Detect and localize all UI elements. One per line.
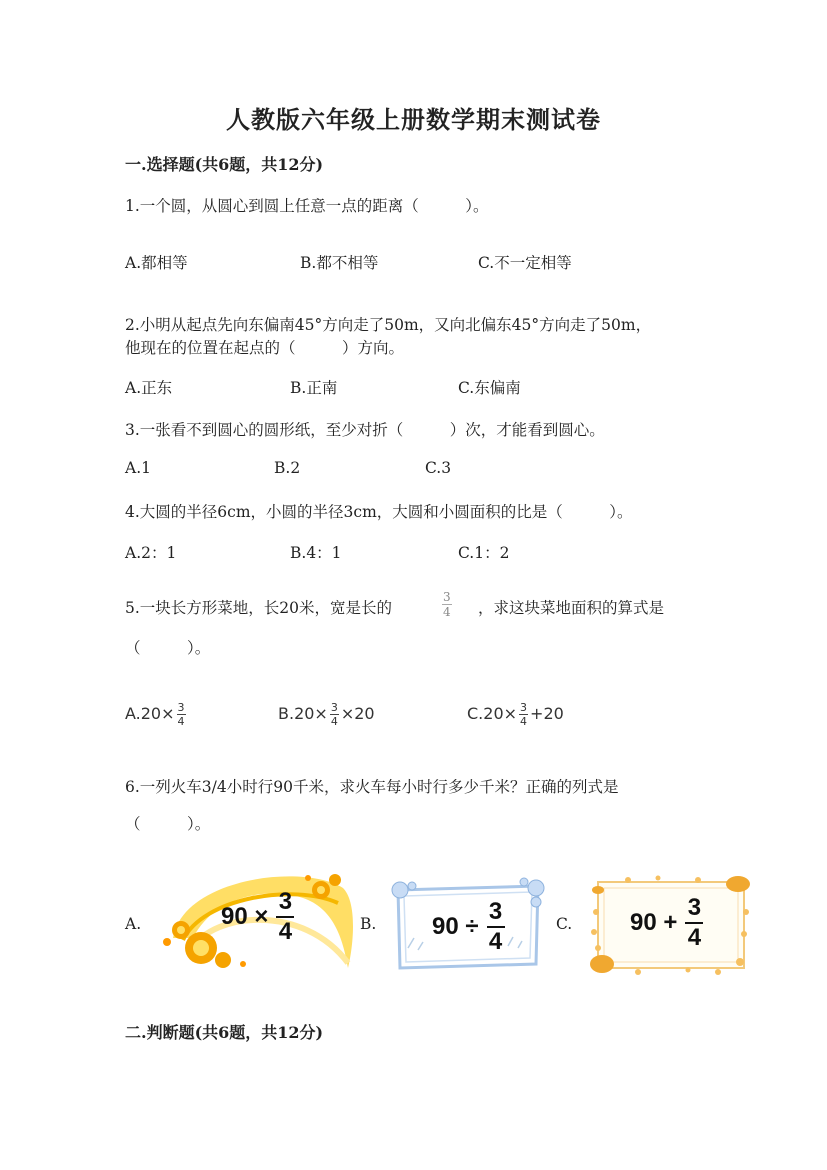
q3-option-b: B.2 bbox=[274, 459, 301, 477]
q5-option-b-den: 4 bbox=[330, 715, 338, 728]
q6-option-a-den: 4 bbox=[278, 918, 293, 945]
q5-option-c-num: 3 bbox=[520, 701, 528, 714]
q6-option-c-label: C. bbox=[556, 915, 573, 933]
q5-option-b-num: 3 bbox=[330, 701, 338, 714]
q3-option-c: C.3 bbox=[425, 459, 452, 477]
q5-option-c-pre: 20× bbox=[483, 704, 518, 723]
question-5-line-1-b: ，求这块菜地面积的算式是 bbox=[478, 599, 665, 617]
question-6-line-1: 6.一列火车3/4小时行90千米，求火车每小时行多少千米？正确的列式是 bbox=[125, 778, 619, 796]
q5-option-b-fraction bbox=[330, 702, 339, 727]
q6-option-b-card bbox=[388, 876, 546, 976]
q5-option-a-pre: 20× bbox=[140, 704, 175, 723]
q5-option-b-post: ×20 bbox=[340, 704, 375, 723]
q6-option-a-card bbox=[153, 868, 355, 972]
q6-option-b-pre: 90 ÷ bbox=[432, 913, 479, 940]
q6-option-c-expr bbox=[630, 896, 703, 950]
q5-option-a-fraction bbox=[177, 702, 186, 727]
q6-option-b-fraction bbox=[487, 900, 505, 954]
q5-option-c-fraction bbox=[519, 702, 528, 727]
q1-option-a: A.都相等 bbox=[125, 254, 188, 272]
q6-option-a-expr bbox=[221, 890, 294, 944]
question-2-line-2: 他现在的位置在起点的（ ）方向。 bbox=[125, 339, 405, 357]
q6-option-a-label: A. bbox=[125, 915, 142, 933]
q2-option-c: C.东偏南 bbox=[458, 379, 521, 397]
q5-option-c-post: +20 bbox=[530, 704, 564, 723]
question-4: 4.大圆的半径6cm，小圆的半径3cm，大圆和小圆面积的比是（ ）。 bbox=[125, 503, 633, 521]
q1-option-b: B.都不相等 bbox=[300, 254, 379, 272]
q5-option-a bbox=[125, 702, 188, 727]
q6-option-b-label: B. bbox=[360, 915, 377, 933]
q1-option-c: C.不一定相等 bbox=[478, 254, 572, 272]
q5-fraction bbox=[442, 591, 452, 618]
q5-option-b-pre: 20× bbox=[294, 704, 328, 723]
q6-option-a-num: 3 bbox=[278, 888, 293, 915]
q5-fraction-numerator: 3 bbox=[443, 590, 451, 604]
q5-option-a-num: 3 bbox=[177, 701, 185, 714]
q6-option-a-pre: 90 × bbox=[221, 903, 269, 930]
q4-option-c: C.1：2 bbox=[458, 544, 510, 562]
q5-option-b bbox=[278, 702, 375, 727]
question-6-line-2: （ ）。 bbox=[125, 815, 211, 833]
q4-option-b: B.4：1 bbox=[290, 544, 342, 562]
section-heading-judgement: 二.判断题(共6题，共12分) bbox=[125, 1023, 324, 1042]
q5-option-a-den: 4 bbox=[177, 715, 185, 728]
q2-option-b: B.正南 bbox=[290, 379, 338, 397]
q2-option-a: A.正东 bbox=[125, 379, 173, 397]
q6-option-b-den: 4 bbox=[488, 928, 503, 955]
q5-fraction-denominator: 4 bbox=[443, 605, 451, 619]
q4-option-a: A.2：1 bbox=[125, 544, 177, 562]
q6-option-b-num: 3 bbox=[488, 898, 503, 925]
question-1: 1.一个圆，从圆心到圆上任意一点的距离（ ）。 bbox=[125, 197, 489, 215]
question-5-line-1-a: 5.一块长方形菜地，长20米，宽是长的 bbox=[125, 599, 393, 617]
q6-option-c-pre: 90 + bbox=[630, 909, 678, 936]
section-heading-choice: 一.选择题(共6题，共12分) bbox=[125, 155, 324, 174]
question-3: 3.一张看不到圆心的圆形纸，至少对折（ ）次，才能看到圆心。 bbox=[125, 421, 605, 439]
q6-option-b-expr bbox=[432, 900, 505, 954]
q3-option-a: A.1 bbox=[125, 459, 151, 477]
page-title: 人教版六年级上册数学期末测试卷 bbox=[226, 105, 601, 134]
q5-option-c-den: 4 bbox=[520, 715, 528, 728]
q6-option-c-num: 3 bbox=[687, 894, 702, 921]
q5-option-a-label: A. bbox=[125, 704, 141, 723]
q6-option-a-fraction bbox=[276, 890, 294, 944]
q5-option-c bbox=[467, 702, 564, 727]
question-5-line-2: （ ）。 bbox=[125, 639, 211, 657]
q5-option-c-label: C. bbox=[467, 704, 484, 723]
q5-option-b-label: B. bbox=[278, 704, 295, 723]
q6-option-c-fraction bbox=[685, 896, 703, 950]
q6-option-c-den: 4 bbox=[687, 924, 702, 951]
question-2-line-1: 2.小明从起点先向东偏南45°方向走了50m，又向北偏东45°方向走了50m， bbox=[125, 316, 652, 334]
q6-option-c-card bbox=[588, 872, 753, 976]
